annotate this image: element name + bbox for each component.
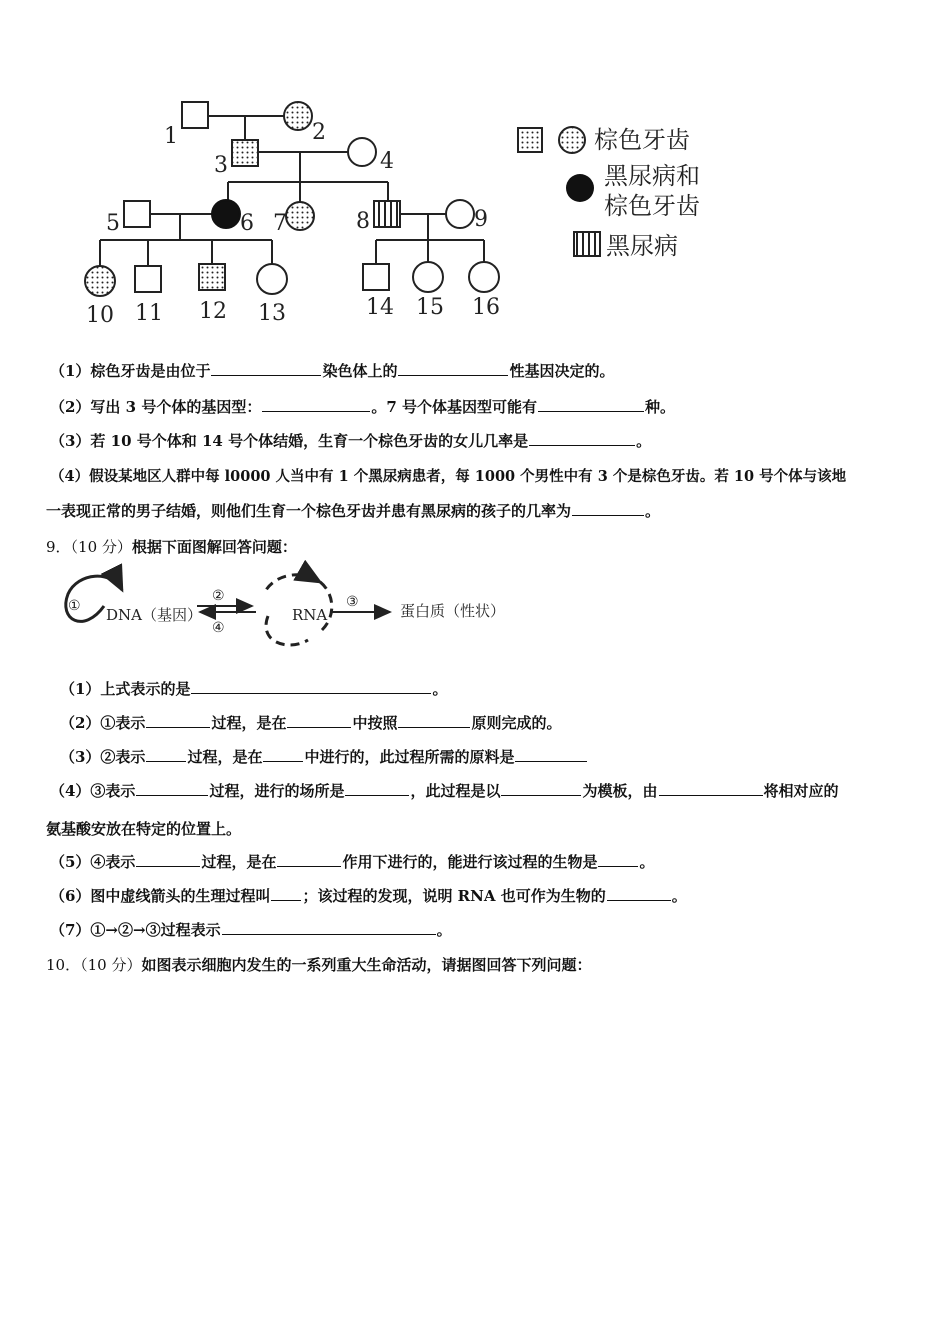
marker-1: ①	[68, 598, 81, 614]
q9-sub3: （3）②表示 过程，是在 中进行的，此过程所需的原料是	[60, 746, 588, 767]
blank[interactable]	[607, 886, 671, 901]
label-16: 16	[472, 295, 500, 320]
blank[interactable]	[277, 852, 341, 867]
blank[interactable]	[211, 361, 321, 376]
legend-both-line1: 黑尿病和	[604, 162, 700, 190]
legend-alkaptonuria: 黑尿病	[606, 232, 678, 260]
individual-3	[232, 140, 258, 166]
blank[interactable]	[263, 747, 303, 762]
blank[interactable]	[501, 781, 581, 796]
legend-filled-circle-icon	[566, 174, 594, 202]
q8-part2: （2）写出 3 号个体的基因型： 。7 号个体基因型可能有 种。	[50, 398, 676, 416]
label-9: 9	[474, 207, 488, 232]
label-10: 10	[86, 303, 114, 328]
marker-4: ④	[212, 620, 225, 636]
marker-3: ③	[346, 594, 359, 610]
individual-2	[284, 102, 312, 130]
blank[interactable]	[398, 713, 470, 728]
legend	[518, 126, 700, 260]
label-15: 15	[416, 295, 444, 320]
individual-16	[469, 262, 499, 292]
q9-sub6: （6）图中虚线箭头的生理过程叫 ；该过程的发现，说明 RNA 也可作为生物的 。	[50, 887, 687, 905]
q9-sub4-line2: 氨基酸安放在特定的位置上。	[46, 820, 242, 838]
rna-replication-arrowhead	[306, 574, 320, 582]
blank[interactable]	[146, 713, 210, 728]
q9-sub2: （2）①表示 过程，是在 中按照 原则完成的。	[60, 714, 562, 732]
individual-15	[413, 262, 443, 292]
label-5: 5	[106, 211, 120, 236]
blank[interactable]	[529, 431, 635, 446]
individual-9	[446, 200, 474, 228]
rna-label: RNA	[292, 606, 328, 624]
blank[interactable]	[136, 852, 200, 867]
blank[interactable]	[515, 747, 587, 762]
q10-header: 10．（10 分）如图表示细胞内发生的一系列重大生命活动，请据图回答下列问题：	[46, 956, 592, 974]
pedigree-figure	[0, 0, 950, 340]
blank[interactable]	[287, 713, 351, 728]
blank[interactable]	[262, 397, 370, 412]
individual-13	[257, 264, 287, 294]
label-3: 3	[214, 153, 228, 178]
blank[interactable]	[222, 920, 436, 935]
blank[interactable]	[659, 781, 763, 796]
blank[interactable]	[136, 781, 208, 796]
q9-sub7: （7）①→②→③过程表示 。	[50, 921, 452, 939]
label-8: 8	[356, 209, 370, 234]
individual-7	[286, 202, 314, 230]
dna-label: DNA（基因）	[106, 606, 202, 624]
legend-circle-dotted-icon	[559, 127, 585, 153]
label-12: 12	[199, 299, 227, 324]
individual-12	[199, 264, 225, 290]
blank[interactable]	[398, 361, 508, 376]
individual-5	[124, 201, 150, 227]
blank[interactable]	[598, 852, 638, 867]
individual-6	[212, 200, 240, 228]
label-6: 6	[240, 211, 254, 236]
label-11: 11	[135, 301, 163, 326]
label-1: 1	[164, 124, 178, 149]
q9-sub4: （4）③表示 过程，进行的场所是 ，此过程是以 为模板，由 将相对应的	[50, 782, 839, 800]
q8-part3: （3）若 10 号个体和 14 号个体结婚，生育一个棕色牙齿的女儿几率是 。	[50, 432, 652, 450]
q8-part1: （1）棕色牙齿是由位于 染色体上的 性基因决定的。	[50, 362, 615, 380]
blank[interactable]	[146, 747, 186, 762]
q9-sub1: （1）上式表示的是 。	[60, 680, 448, 698]
blank[interactable]	[345, 781, 409, 796]
label-2: 2	[312, 120, 326, 145]
individual-1	[182, 102, 208, 128]
individual-14	[363, 264, 389, 290]
blank[interactable]	[572, 501, 644, 516]
blank[interactable]	[191, 679, 431, 694]
individual-4	[348, 138, 376, 166]
q8-part4-line1: （4）假设某地区人群中每 l0000 人当中有 1 个黑尿病患者，每 1000 个男性中有 3 个是棕色牙齿。若 10 号个体与该地	[50, 468, 847, 485]
label-4: 4	[380, 149, 394, 174]
legend-square-dotted-icon	[518, 128, 542, 152]
individual-10	[85, 266, 115, 296]
individual-8	[374, 201, 400, 227]
individual-11	[135, 266, 161, 292]
q8-part4-line2: 一表现正常的男子结婚，则他们生育一个棕色牙齿并患有黑尿病的孩子的几率为 。	[46, 502, 661, 520]
label-14: 14	[366, 295, 394, 320]
central-dogma-diagram	[0, 560, 950, 660]
legend-brown-teeth: 棕色牙齿	[594, 126, 690, 154]
pedigree-lines	[100, 116, 484, 266]
blank[interactable]	[538, 397, 644, 412]
label-13: 13	[258, 301, 286, 326]
q9-header: 9．（10 分）根据下面图解回答问题：	[46, 538, 297, 556]
blank[interactable]	[271, 886, 301, 901]
legend-both-line2: 棕色牙齿	[604, 192, 700, 220]
q9-sub5: （5）④表示 过程，是在 作用下进行的，能进行该过程的生物是 。	[50, 853, 655, 871]
marker-2: ②	[212, 588, 225, 604]
legend-striped-square-icon	[574, 232, 600, 256]
label-7: 7	[273, 211, 287, 236]
protein-label: 蛋白质（性状）	[400, 602, 506, 620]
